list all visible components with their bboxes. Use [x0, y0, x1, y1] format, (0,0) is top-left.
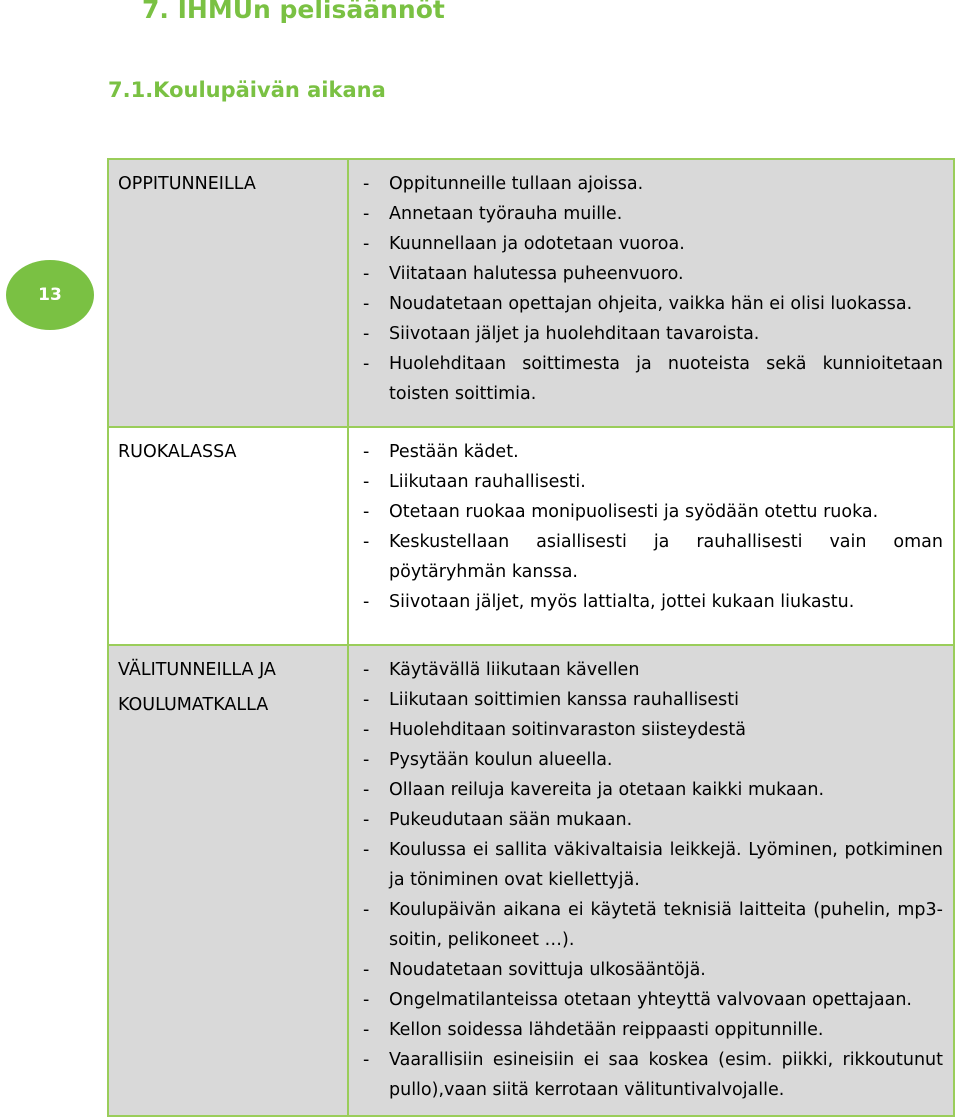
row-items-cell: [348, 645, 954, 1116]
bullet-dash: -: [363, 174, 370, 194]
row-label: OPPITUNNEILLA: [118, 174, 256, 194]
bullet-dash: -: [363, 900, 370, 920]
bullet-dash: -: [363, 690, 370, 710]
list-item: [351, 169, 943, 199]
row-label: VÄLITUNNEILLA JA: [118, 660, 276, 680]
row-label: RUOKALASSA: [118, 442, 237, 462]
rule-text: Siivotaan jäljet ja huolehditaan tavaroista.: [389, 324, 760, 344]
page-number-badge: 13: [6, 260, 94, 330]
bullet-dash: -: [363, 324, 370, 344]
list-item: [351, 437, 943, 467]
list-item: [351, 467, 943, 497]
table-row: [108, 159, 954, 427]
bullet-dash: -: [363, 294, 370, 314]
rule-text: Otetaan ruokaa monipuolisesti ja syödään otettu ruoka.: [389, 502, 879, 522]
bullet-dash: -: [363, 354, 370, 374]
bullet-dash: -: [363, 532, 370, 552]
rule-text: Ongelmatilanteissa otetaan yhteyttä valvovaan opettajaan.: [389, 990, 912, 1010]
row-label-cell: [108, 159, 348, 427]
bullet-dash: -: [363, 592, 370, 612]
list-item: [351, 259, 943, 289]
subsection-heading: 7.1.Koulupäivän aikana: [108, 78, 386, 102]
bullet-dash: -: [363, 840, 370, 860]
list-item: [351, 805, 943, 835]
list-item: [351, 775, 943, 805]
bullet-dash: -: [363, 750, 370, 770]
rule-text: Kellon soidessa lähdetään reippaasti oppitunnille.: [389, 1020, 824, 1040]
rule-text: Pukeudutaan sään mukaan.: [389, 810, 633, 830]
rule-text: Siivotaan jäljet, myös lattialta, jottei kukaan liukastu.: [389, 592, 855, 612]
bullet-dash: -: [363, 264, 370, 284]
rule-text: Liikutaan soittimien kanssa rauhallisesti: [389, 690, 740, 710]
rule-text: Oppitunneille tullaan ajoissa.: [389, 174, 644, 194]
rules-table: [107, 158, 955, 1117]
row-label-cell: [108, 645, 348, 1116]
list-item: [351, 985, 943, 1015]
bullet-dash: -: [363, 810, 370, 830]
rule-text: Vaarallisiin esineisiin ei saa koskea (esim. piikki, rikkoutunut pullo),vaan siitä kerrotaan välituntivalvojalle.: [389, 1050, 943, 1100]
rule-text: Koulupäivän aikana ei käytetä teknisiä laitteita (puhelin, mp3-soitin, pelikoneet …).: [389, 900, 943, 950]
bullet-dash: -: [363, 1050, 370, 1070]
rule-text: Keskustellaan asiallisesti ja rauhallisesti vain oman pöytäryhmän kanssa.: [389, 532, 943, 582]
row-items-cell: [348, 427, 954, 645]
rule-text: Kuunnellaan ja odotetaan vuoroa.: [389, 234, 685, 254]
rule-text: Viitataan halutessa puheenvuoro.: [389, 264, 684, 284]
list-item: [351, 715, 943, 745]
rule-text: Annetaan työrauha muille.: [389, 204, 623, 224]
list-item: [351, 685, 943, 715]
row-items-cell: [348, 159, 954, 427]
rule-text: Huolehditaan soitinvaraston siisteydestä: [389, 720, 746, 740]
bullet-dash: -: [363, 990, 370, 1010]
bullet-dash: -: [363, 660, 370, 680]
bullet-dash: -: [363, 472, 370, 492]
rule-text: Noudatetaan opettajan ohjeita, vaikka hän ei olisi luokassa.: [389, 294, 913, 314]
list-item: [351, 199, 943, 229]
rule-list: [349, 169, 943, 409]
rule-text: Noudatetaan sovittuja ulkosääntöjä.: [389, 960, 706, 980]
list-item: [351, 497, 943, 527]
rule-text: Koulussa ei sallita väkivaltaisia leikkejä. Lyöminen, potkiminen ja töniminen ovat kiellettyjä.: [389, 840, 943, 890]
rule-text: Pestään kädet.: [389, 442, 519, 462]
list-item: [351, 655, 943, 685]
list-item: [351, 895, 943, 955]
bullet-dash: -: [363, 234, 370, 254]
list-item: [351, 587, 943, 617]
list-item: [351, 1015, 943, 1045]
list-item: [351, 527, 943, 587]
bullet-dash: -: [363, 204, 370, 224]
list-item: [351, 349, 943, 409]
bullet-dash: -: [363, 960, 370, 980]
list-item: [351, 289, 943, 319]
bullet-dash: -: [363, 442, 370, 462]
table-row: [108, 427, 954, 645]
rule-text: Pysytään koulun alueella.: [389, 750, 613, 770]
list-item: [351, 1045, 943, 1105]
rule-text: Käytävällä liikutaan kävellen: [389, 660, 640, 680]
rule-text: Ollaan reiluja kavereita ja otetaan kaikki mukaan.: [389, 780, 825, 800]
section-heading: 7. IHMUn pelisäännöt: [142, 0, 445, 24]
rule-list: [349, 437, 943, 617]
bullet-dash: -: [363, 720, 370, 740]
table-row: [108, 645, 954, 1116]
list-item: [351, 745, 943, 775]
list-item: [351, 319, 943, 349]
list-item: [351, 229, 943, 259]
list-item: [351, 835, 943, 895]
rule-list: [349, 655, 943, 1105]
row-label: KOULUMATKALLA: [118, 695, 269, 715]
row-label-cell: [108, 427, 348, 645]
bullet-dash: -: [363, 780, 370, 800]
list-item: [351, 955, 943, 985]
bullet-dash: -: [363, 502, 370, 522]
rule-text: Liikutaan rauhallisesti.: [389, 472, 586, 492]
bullet-dash: -: [363, 1020, 370, 1040]
rule-text: Huolehditaan soittimesta ja nuoteista sekä kunnioitetaan toisten soittimia.: [389, 354, 943, 404]
